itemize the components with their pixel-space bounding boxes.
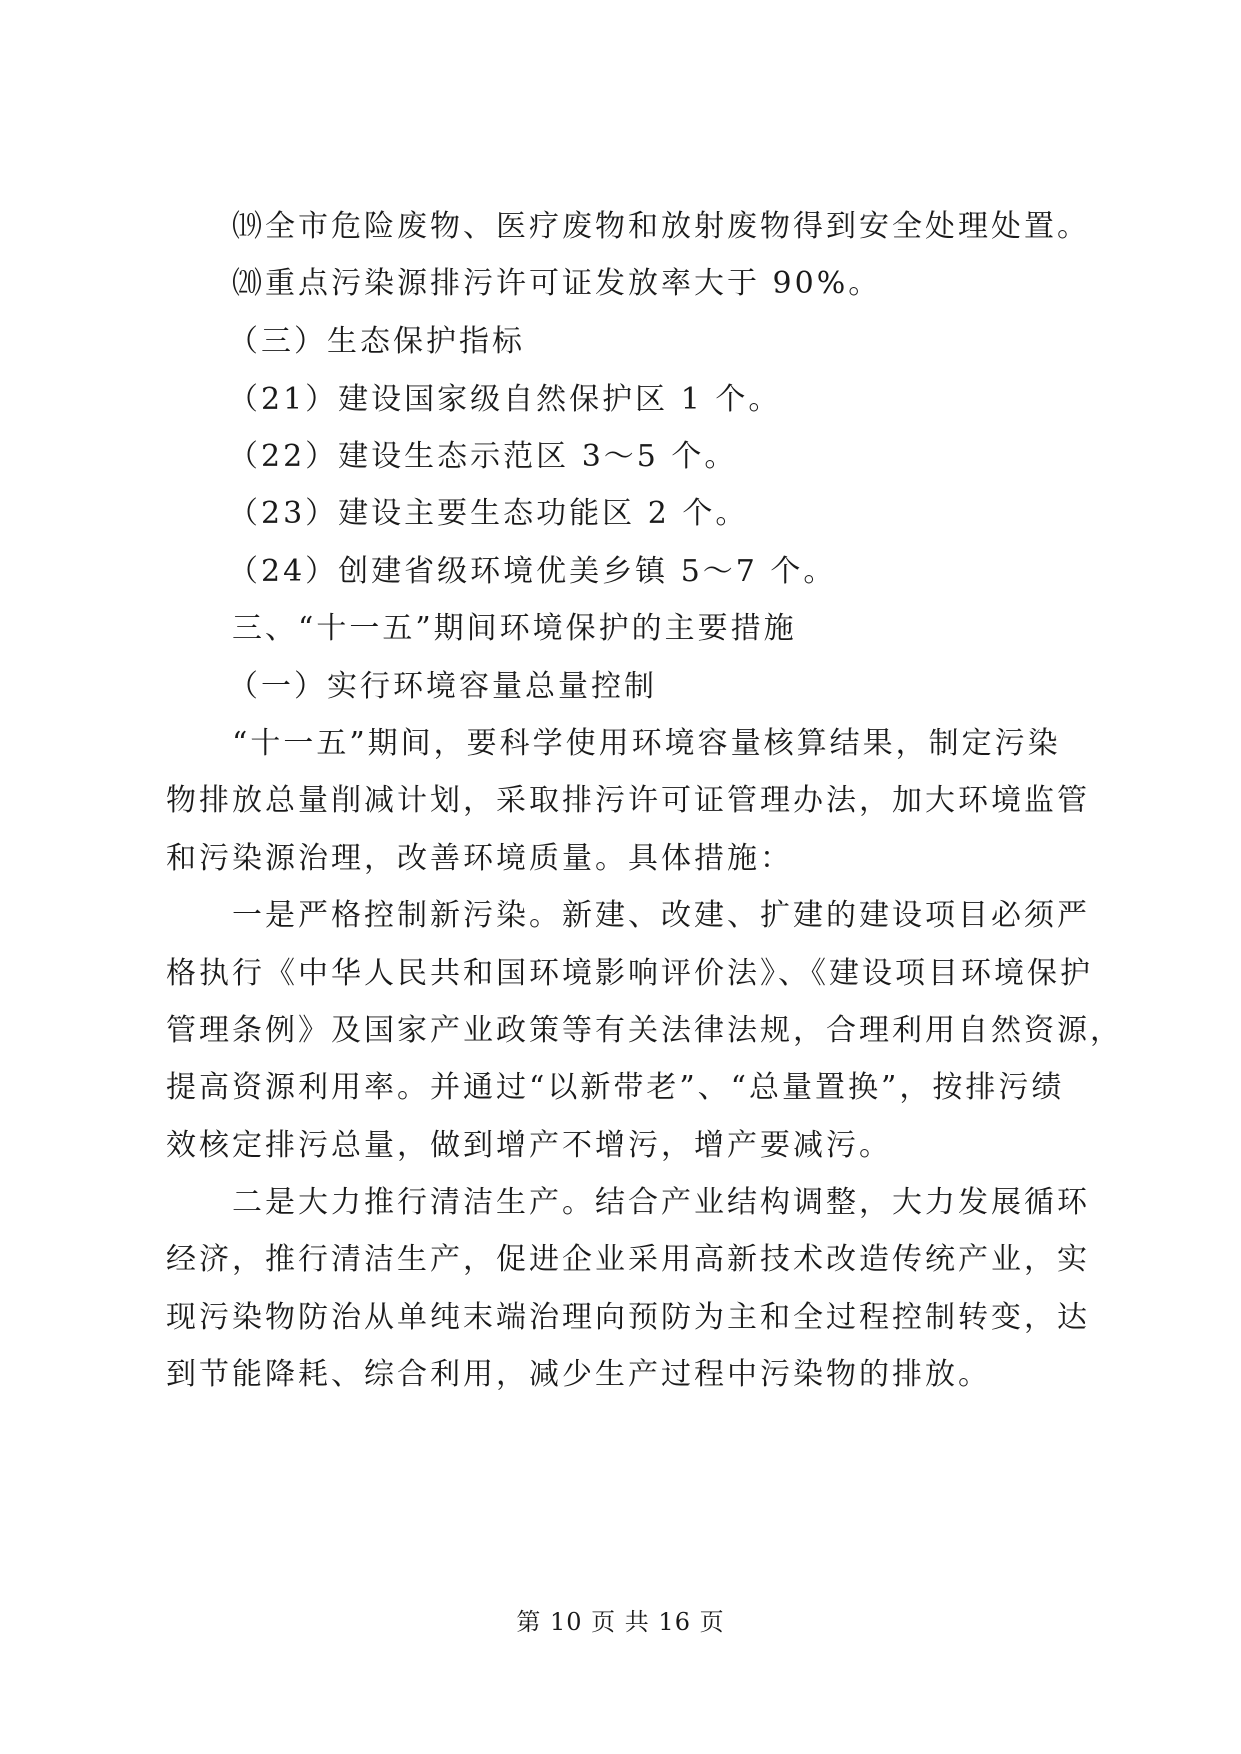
paragraph-line: 物排放总量削减计划，采取排污许可证管理办法，加大环境监管 — [166, 783, 1090, 818]
list-item-20: ⒇重点污染源排污许可证发放率大于 90%。 — [232, 266, 882, 301]
paragraph-line: 二是大力推行清洁生产。结合产业结构调整，大力发展循环 — [232, 1185, 1090, 1220]
paragraph-line: 一是严格控制新污染。新建、改建、扩建的建设项目必须严 — [232, 898, 1090, 933]
list-item-22: （22）建设生态示范区 3～5 个。 — [228, 439, 738, 474]
chapter-heading: 三、“十一五”期间环境保护的主要措施 — [232, 611, 797, 646]
paragraph-line: 格执行《中华人民共和国环境影响评价法》、《建设项目环境保护 — [166, 956, 1093, 991]
list-item-24: （24）创建省级环境优美乡镇 5～7 个。 — [228, 554, 837, 589]
page-number: 第 10 页 共 16 页 — [516, 1608, 725, 1636]
list-item-23: （23）建设主要生态功能区 2 个。 — [228, 496, 749, 531]
paragraph-line: 现污染物防治从单纯末端治理向预防为主和全过程控制转变，达 — [166, 1300, 1090, 1335]
paragraph-line: 提高资源利用率。并通过“以新带老”、“总量置换”，按排污绩 — [166, 1070, 1065, 1105]
paragraph-line: 管理条例》及国家产业政策等有关法律法规，合理利用自然资源， — [166, 1013, 1123, 1048]
list-item-19: ⒆全市危险废物、医疗废物和放射废物得到安全处理处置。 — [232, 209, 1090, 244]
paragraph-line: 和污染源治理，改善环境质量。具体措施： — [166, 841, 793, 876]
paragraph-line: 经济，推行清洁生产，促进企业采用高新技术改造传统产业，实 — [166, 1242, 1090, 1277]
paragraph-line: “十一五”期间，要科学使用环境容量核算结果，制定污染 — [232, 726, 1061, 761]
list-item-21: （21）建设国家级自然保护区 1 个。 — [228, 382, 782, 417]
section-heading-capacity: （一）实行环境容量总量控制 — [228, 669, 657, 704]
paragraph-line: 到节能降耗、综合利用，减少生产过程中污染物的排放。 — [166, 1357, 991, 1392]
paragraph-line: 效核定排污总量，做到增产不增污，增产要减污。 — [166, 1128, 892, 1163]
section-heading-ecology: （三）生态保护指标 — [228, 324, 525, 359]
